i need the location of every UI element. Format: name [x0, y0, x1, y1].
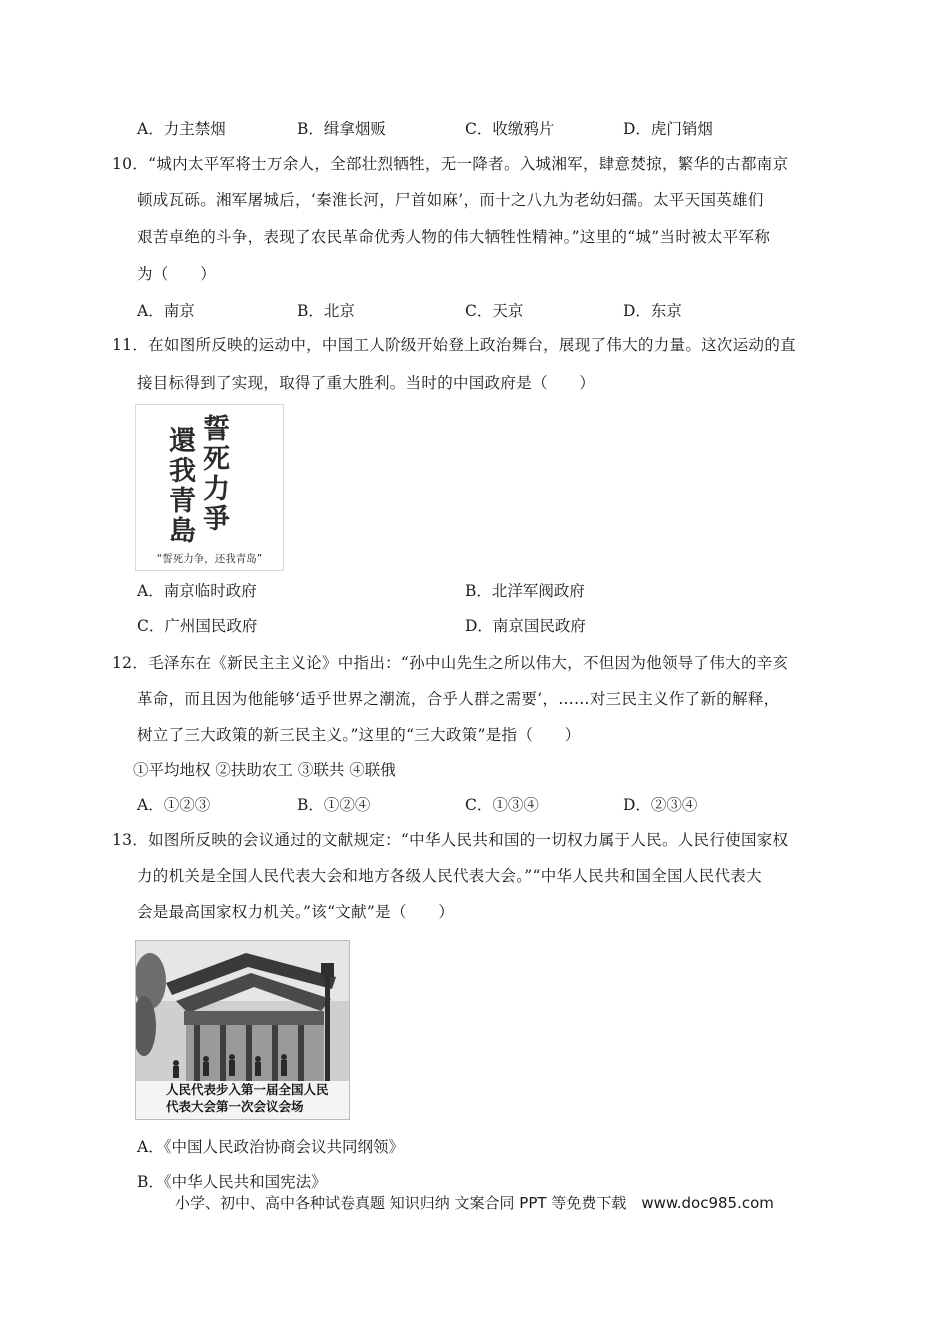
q12-stem-line: 12．毛泽东在《新民主主义论》中指出：“孙中山先生之所以伟大，不但因为他领导了伟大的辛亥: [112, 654, 789, 672]
q13-stem-line: 13．如图所反映的会议通过的文献规定：“中华人民共和国的一切权力属于人民。人民行使国家权: [112, 831, 789, 849]
q13-image-caption: 人民代表步入第一届全国人民 代表大会第一次会议会场: [166, 1082, 329, 1114]
q11-stem-line: 11．在如图所反映的运动中，中国工人阶级开始登上政治舞台，展现了伟大的力量。这次运动的直: [112, 336, 796, 354]
q12-option-b: B．①②④: [297, 796, 371, 814]
q10-option-d: D．东京: [623, 302, 682, 320]
q11-calligraphy-image: [135, 404, 284, 571]
q10-stem-line: 艰苦卓绝的斗争，表现了农民革命优秀人物的伟大牺牲性精神。”这里的“城”当时被太平军称: [137, 228, 771, 246]
q10-stem-line: 为（ ）: [137, 265, 217, 283]
q11-option-a: A．南京临时政府: [137, 582, 257, 600]
q10-option-b: B．北京: [297, 302, 355, 320]
q9-option-a: A．力主禁烟: [137, 120, 226, 138]
q10-option-c: C．天京: [465, 302, 524, 320]
q12-sub-items: ①平均地权 ②扶助农工 ③联共 ④联俄: [133, 761, 396, 779]
q12-option-d: D．②③④: [623, 796, 698, 814]
q13-stem-line: 会是最高国家权力机关。”该“文献”是（ ）: [137, 903, 455, 921]
q13-congress-photo: [135, 940, 350, 1120]
q11-stem-line: 接目标得到了实现，取得了重大胜利。当时的中国政府是（ ）: [137, 374, 596, 392]
q9-option-d: D．虎门销烟: [623, 120, 713, 138]
page-footer: 小学、初中、高中各种试卷真题 知识归纳 文案合同 PPT 等免费下载 www.doc985.com: [175, 1194, 774, 1212]
calligraphy-column-right: 誓 死 力 爭: [203, 414, 230, 535]
q10-stem-line: 10．“城内太平军将士万余人，全部壮烈牺牲，无一降者。入城湘军，肆意焚掠，繁华的古都南京: [112, 155, 789, 173]
q11-option-c: C．广州国民政府: [137, 617, 258, 635]
q11-option-b: B．北洋军阀政府: [465, 582, 585, 600]
q12-stem-line: 树立了三大政策的新三民主义。”这里的“三大政策”是指（ ）: [137, 726, 581, 744]
q10-option-a: A．南京: [137, 302, 195, 320]
calligraphy-column-left: 還 我 青 島: [169, 426, 196, 547]
q12-option-a: A．①②③: [137, 796, 211, 814]
q13-option-a: A．《中国人民政治协商会议共同纲领》: [137, 1138, 404, 1156]
q11-option-d: D．南京国民政府: [465, 617, 586, 635]
q13-option-b: B．《中华人民共和国宪法》: [137, 1173, 327, 1191]
q12-option-c: C．①③④: [465, 796, 539, 814]
q11-image-caption: “誓死力争，还我青岛”: [156, 553, 263, 565]
q13-stem-line: 力的机关是全国人民代表大会和地方各级人民代表大会。”“中华人民共和国全国人民代表大: [137, 867, 762, 885]
q12-stem-line: 革命，而且因为他能够‘适乎世界之潮流，合乎人群之需要’，……对三民主义作了新的解释，: [137, 690, 780, 708]
q9-option-b: B．缉拿烟贩: [297, 120, 386, 138]
q9-option-c: C．收缴鸦片: [465, 120, 555, 138]
q10-stem-line: 顿成瓦砾。湘军屠城后，‘秦淮长河，尸首如麻’，而十之八九为老幼妇孺。太平天国英雄们: [137, 191, 764, 209]
